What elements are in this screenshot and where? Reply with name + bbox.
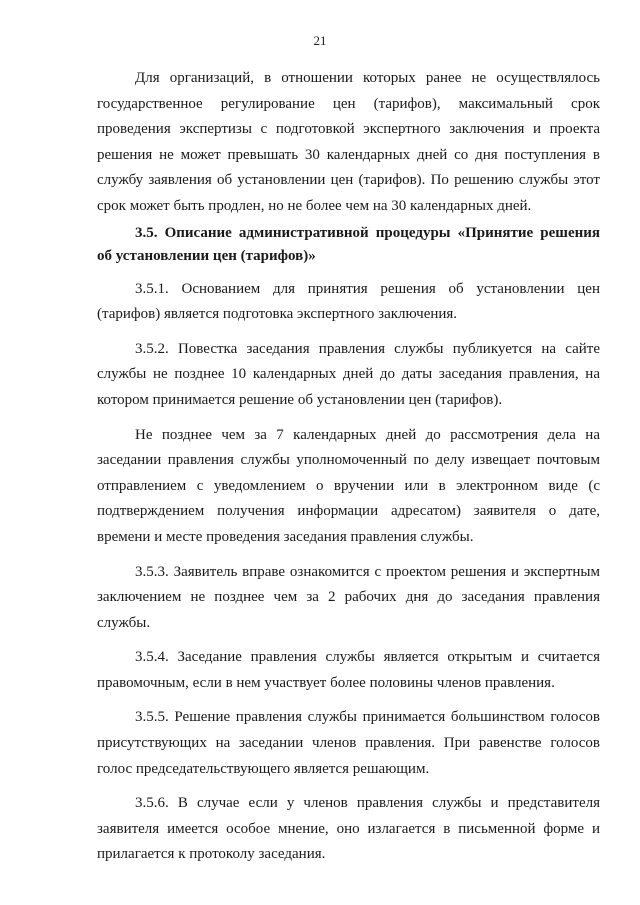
document-body [97,66,600,868]
paragraph-3-5-4: 3.5.4. Заседание правления службы является открытым и считается правомочным, если в нем участвует более половины членов правления. [97,649,600,691]
page-number: 21 [313,33,327,48]
paragraph-expertise-term: Для организаций, в отношении которых ранее не осуществлялось государственное регулирование цен (тарифов), максимальный срок проведения экспертизы с подготовкой экспертного заключения и проекта решения не может превышать 30 календарных дней со дня поступления в службу заявления об установлении цен (тарифов). По решению службы этот срок может быть продлен, но не более чем на 30 календарных дней. [97,70,600,214]
paragraph-3-5-3: 3.5.3. Заявитель вправе ознакомится с проектом решения и экспертным заключением не позднее чем за 2 рабочих дня до заседания правления службы. [97,563,600,631]
paragraph-3-5-5: 3.5.5. Решение правления службы принимается большинством голосов присутствующих на заседании членов правления. При равенстве голосов голос председательствующего является решающим. [97,709,600,777]
paragraph-3-5-1: 3.5.1. Основанием для принятия решения об установлении цен (тарифов) является подготовка экспертного заключения. [97,280,600,323]
paragraph-3-5-6: 3.5.6. В случае если у членов правления службы и представителя заявителя имеется особое мнение, оно излагается в письменной форме и прилагается к протоколу заседания. [97,795,600,863]
section-heading-3-5: 3.5. Описание административной процедуры «Принятие решения об установлении цен (тарифов)» [97,224,600,264]
paragraph-notification: Не позднее чем за 7 календарных дней до рассмотрения дела на заседании правления службы уполномоченный по делу извещает почтовым отправлением с уведомлением о вручении или в электронном виде (с подтверждением получения информации адресатом) заявителя о дате, времени и месте проведения заседания правления службы. [97,426,600,545]
paragraph-3-5-2: 3.5.2. Повестка заседания правления службы публикуется на сайте службы не позднее 10 календарных дней до даты заседания правления, на котором принимается решение об установлении цен (тарифов). [97,340,600,408]
